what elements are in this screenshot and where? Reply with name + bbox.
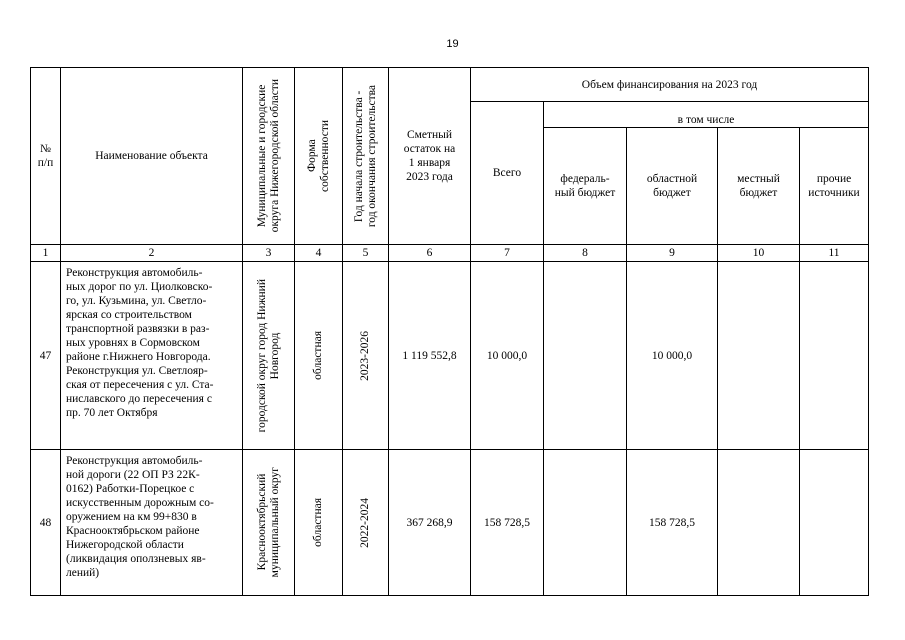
row-ownership: областная <box>295 262 343 450</box>
row-regional: 158 728,5 <box>627 450 718 596</box>
row-num: 48 <box>31 450 61 596</box>
row-name: Реконструкция автомобиль- ной дороги (22 ОП РЗ 22К- 0162) Работки-Порецкое с искусственным дорожным со- оружением на км 99+830 в Краснооктябрьском районе Нижегородской области (ликвидация оползневых яв- лений) <box>61 450 243 596</box>
column-numbers-row <box>31 245 869 262</box>
column-number: 9 <box>627 245 718 262</box>
header-funding-2023: Объем финансирования на 2023 год <box>471 68 869 102</box>
row-other <box>800 262 869 450</box>
column-number: 4 <box>295 245 343 262</box>
row-regional: 10 000,0 <box>627 262 718 450</box>
table-row <box>31 262 869 450</box>
header-ownership: Форма собственности <box>295 68 343 245</box>
column-number: 11 <box>800 245 869 262</box>
row-estimated-balance: 367 268,9 <box>389 450 471 596</box>
page-number: 19 <box>446 38 459 50</box>
column-number: 7 <box>471 245 544 262</box>
header-estimated-balance: Сметный остаток на 1 января 2023 года <box>389 68 471 245</box>
row-other <box>800 450 869 596</box>
header-federal: федераль- ный бюджет <box>544 128 627 245</box>
header-including: в том числе <box>544 102 869 128</box>
header-municipality: Муниципальные и городские округа Нижегородской области <box>243 68 295 245</box>
header-num: № п/п <box>31 68 61 245</box>
table-row <box>31 450 869 596</box>
header-other: прочие источники <box>800 128 869 245</box>
column-number: 3 <box>243 245 295 262</box>
row-municipality: городской округ город Нижний Новгород <box>243 262 295 450</box>
row-local <box>718 262 800 450</box>
header-name: Наименование объекта <box>61 68 243 245</box>
column-number: 2 <box>61 245 243 262</box>
row-total: 158 728,5 <box>471 450 544 596</box>
row-municipality: Краснооктябрьский муниципальный округ <box>243 450 295 596</box>
row-federal <box>544 262 627 450</box>
row-num: 47 <box>31 262 61 450</box>
financing-table <box>30 67 869 596</box>
row-years: 2023-2026 <box>343 262 389 450</box>
row-ownership: областная <box>295 450 343 596</box>
row-total: 10 000,0 <box>471 262 544 450</box>
column-number: 6 <box>389 245 471 262</box>
row-estimated-balance: 1 119 552,8 <box>389 262 471 450</box>
header-local: местный бюджет <box>718 128 800 245</box>
column-number: 10 <box>718 245 800 262</box>
column-number: 8 <box>544 245 627 262</box>
header-total: Всего <box>471 102 544 245</box>
header-years: Год начала строительства - год окончания строительства <box>343 68 389 245</box>
column-number: 5 <box>343 245 389 262</box>
row-years: 2022-2024 <box>343 450 389 596</box>
row-federal <box>544 450 627 596</box>
column-number: 1 <box>31 245 61 262</box>
header-regional: областной бюджет <box>627 128 718 245</box>
row-local <box>718 450 800 596</box>
row-name: Реконструкция автомобиль- ных дорог по ул. Циолковско- го, ул. Кузьмина, ул. Светло- ярская со строительством транспортной развязки в раз- ных уровнях в Сормовском районе г.Нижнего Новгорода. Реконструкция ул. Светлояр- ская от пересечения с ул. Ста- ниславского до пересечения с пр. 70 лет Октября <box>61 262 243 450</box>
